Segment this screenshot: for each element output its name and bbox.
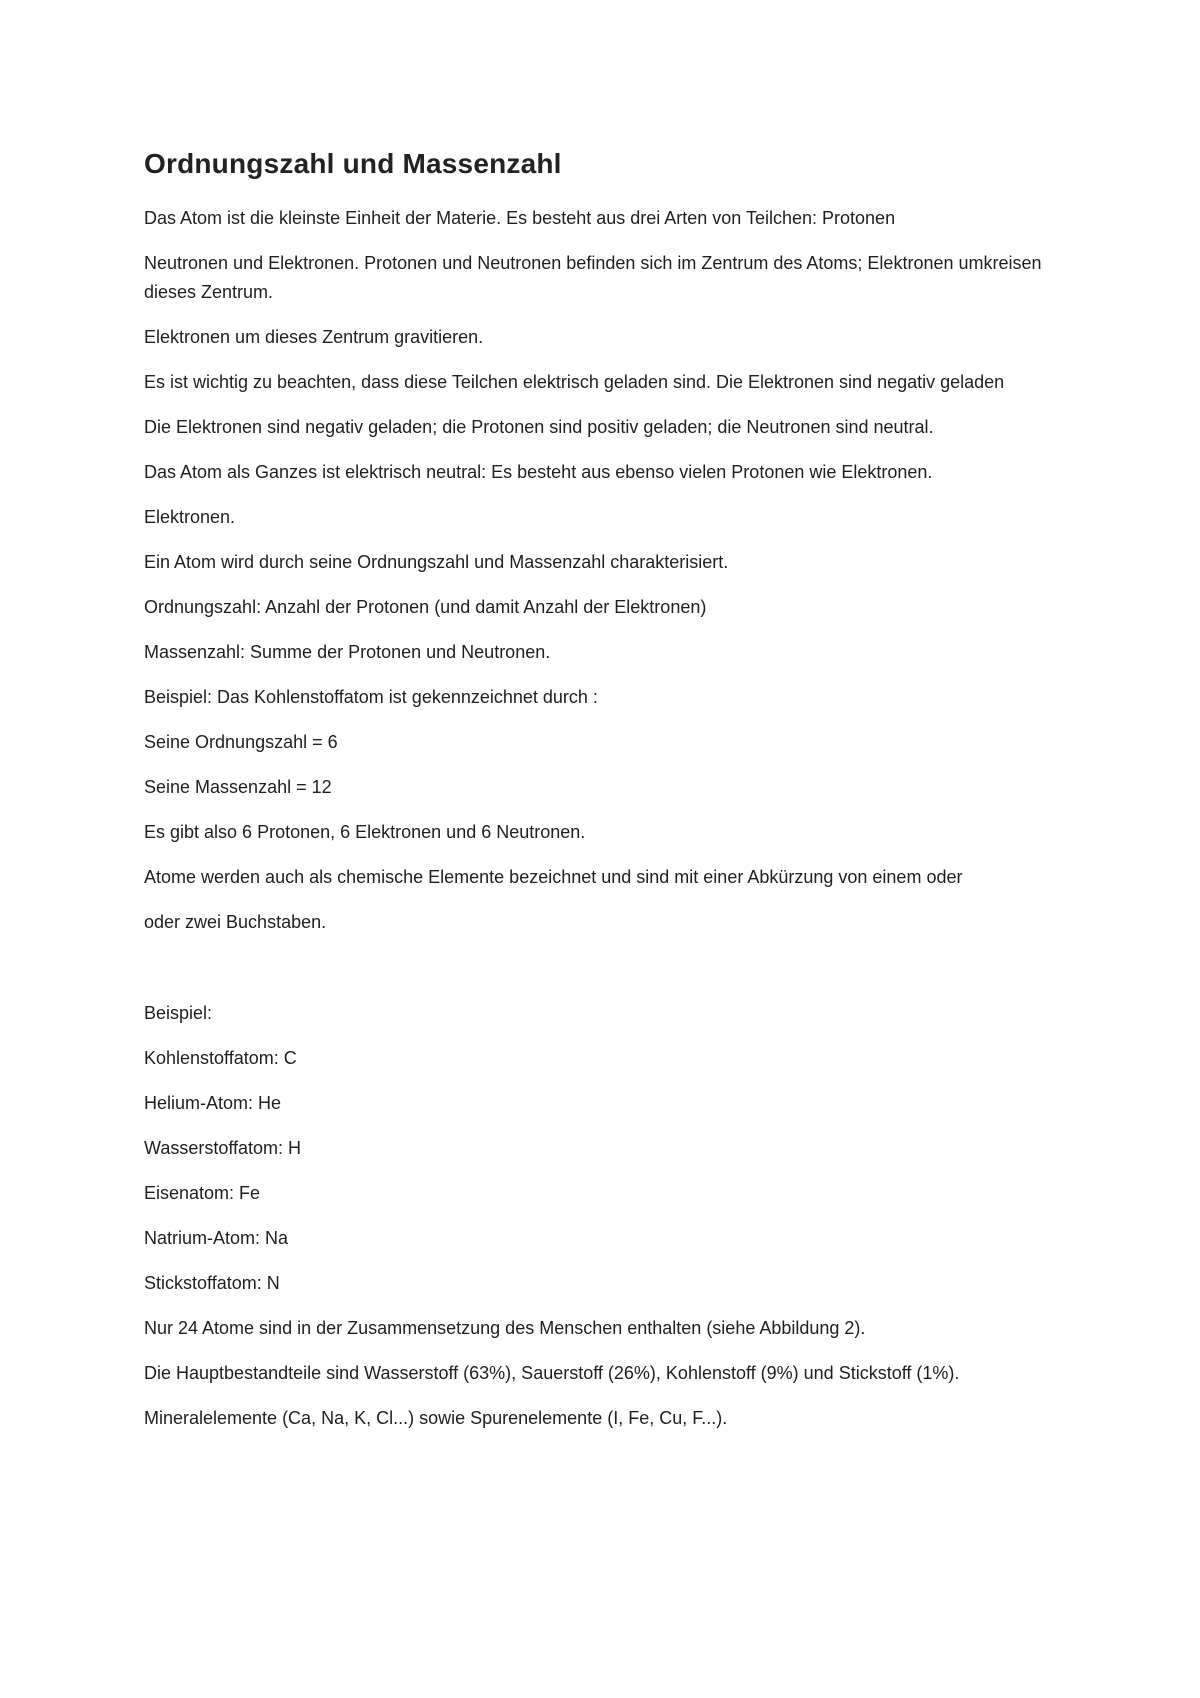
paragraph: Die Hauptbestandteile sind Wasserstoff (63%), Sauerstoff (26%), Kohlenstoff (9%) und Stickstoff (1%). [144, 1363, 960, 1383]
paragraph: Natrium-Atom: Na [144, 1228, 289, 1248]
paragraph: Neutronen und Elektronen. Protonen und Neutronen befinden sich im Zentrum des Atoms; Elektronen umkreisen dieses Zentrum. [144, 253, 1042, 302]
paragraph: Ein Atom wird durch seine Ordnungszahl und Massenzahl charakterisiert. [144, 552, 729, 572]
paragraph: Ordnungszahl: Anzahl der Protonen (und damit Anzahl der Elektronen) [144, 597, 707, 617]
paragraph: Seine Massenzahl = 12 [144, 777, 332, 797]
paragraph: Atome werden auch als chemische Elemente bezeichnet und sind mit einer Abkürzung von einem oder [144, 867, 963, 887]
paragraph: Beispiel: [144, 1003, 213, 1023]
paragraph: Stickstoffatom: N [144, 1273, 280, 1293]
paragraph: Die Elektronen sind negativ geladen; die Protonen sind positiv geladen; die Neutronen sind neutral. [144, 417, 934, 437]
paragraph: Massenzahl: Summe der Protonen und Neutronen. [144, 642, 551, 662]
paragraph: Elektronen. [144, 507, 236, 527]
paragraph: Eisenatom: Fe [144, 1183, 261, 1203]
paragraph: Das Atom ist die kleinste Einheit der Materie. Es besteht aus drei Arten von Teilchen: Protonen [144, 208, 896, 228]
document-title: Ordnungszahl und Massenzahl [144, 148, 562, 179]
paragraph: Elektronen um dieses Zentrum gravitieren. [144, 327, 484, 347]
paragraph: Das Atom als Ganzes ist elektrisch neutral: Es besteht aus ebenso vielen Protonen wie Elektronen. [144, 462, 933, 482]
paragraph: Seine Ordnungszahl = 6 [144, 732, 338, 752]
paragraph: Es gibt also 6 Protonen, 6 Elektronen und 6 Neutronen. [144, 822, 586, 842]
paragraph: Beispiel: Das Kohlenstoffatom ist gekennzeichnet durch : [144, 687, 598, 707]
paragraph: Nur 24 Atome sind in der Zusammensetzung des Menschen enthalten (siehe Abbildung 2). [144, 1318, 866, 1338]
paragraph: Kohlenstoffatom: C [144, 1048, 297, 1068]
paragraph: Mineralelemente (Ca, Na, K, Cl...) sowie Spurenelemente (I, Fe, Cu, F...). [144, 1408, 728, 1428]
paragraph: Wasserstoffatom: H [144, 1138, 302, 1158]
paragraph: Helium-Atom: He [144, 1093, 282, 1113]
blank-line [144, 953, 1064, 999]
document-body [144, 144, 1064, 1449]
paragraph: oder zwei Buchstaben. [144, 912, 327, 932]
paragraph: Es ist wichtig zu beachten, dass diese Teilchen elektrisch geladen sind. Die Elektronen sind negativ geladen [144, 372, 1005, 392]
